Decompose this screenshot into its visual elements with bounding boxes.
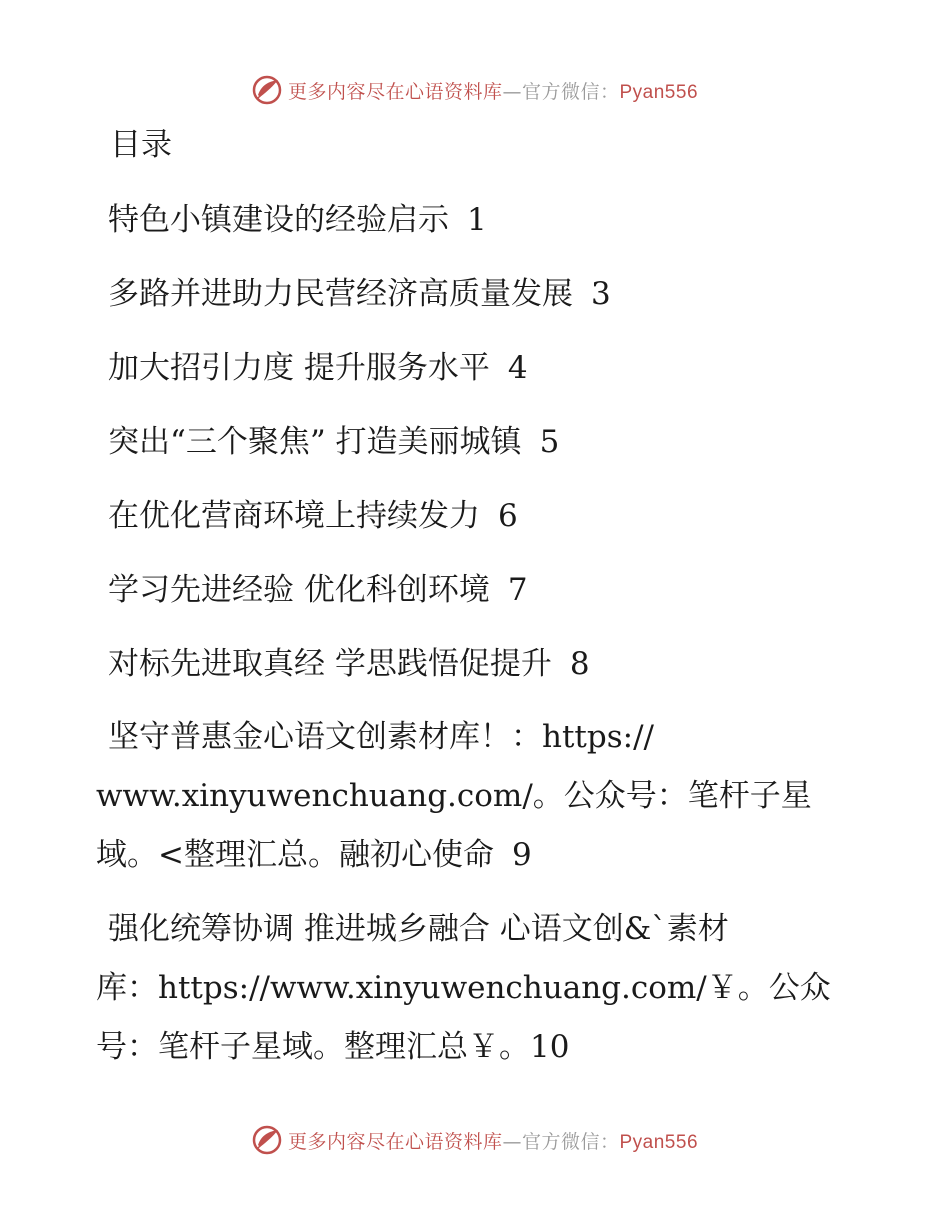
toc-entry[interactable] bbox=[108, 412, 559, 472]
toc-entry-page: 5 bbox=[539, 424, 560, 460]
toc-entry-text: 突出“三个聚焦” 打造美丽城镇 bbox=[108, 424, 522, 460]
toc-entry-line: 域。<整理汇总。融初心使命 bbox=[96, 837, 494, 873]
toc-entry-page: 8 bbox=[569, 646, 590, 682]
toc-entry-page: 7 bbox=[507, 572, 528, 608]
toc-entry-line: 坚守普惠金心语文创素材库！：https:// bbox=[108, 719, 654, 755]
banner-text bbox=[288, 1127, 698, 1154]
footer-banner bbox=[0, 1120, 950, 1160]
quill-logo-icon bbox=[252, 1125, 282, 1155]
toc-entry[interactable] bbox=[108, 486, 518, 546]
toc-entry-text: 多路并进助力民营经济高质量发展 bbox=[108, 276, 573, 312]
toc-entry-line-last bbox=[96, 826, 856, 885]
toc-entry[interactable] bbox=[108, 338, 528, 398]
toc-entry-line: www.xinyuwenchuang.com/。公众号：笔杆子星 bbox=[96, 778, 812, 814]
banner-text bbox=[288, 77, 698, 104]
toc-entry-text: 学习先进经验 优化科创环境 bbox=[108, 572, 490, 608]
toc-entry[interactable] bbox=[108, 634, 590, 694]
toc-entry-long[interactable] bbox=[96, 900, 856, 1077]
banner-brand: 更多内容尽在心语资料库 bbox=[287, 1130, 503, 1153]
toc-entry-page: 3 bbox=[591, 276, 611, 312]
toc-entry-page: 6 bbox=[498, 498, 518, 534]
toc-entry[interactable] bbox=[108, 190, 487, 250]
toc-entry-line: 号：笔杆子星域。整理汇总￥。10 bbox=[96, 1029, 570, 1065]
toc-entry[interactable] bbox=[108, 560, 528, 620]
toc-entry[interactable] bbox=[108, 264, 611, 324]
banner-wechat-id: Pyan556 bbox=[619, 1131, 699, 1153]
quill-logo-icon bbox=[252, 75, 282, 105]
banner-wechat-id: Pyan556 bbox=[619, 81, 699, 103]
toc-entry-page: 4 bbox=[507, 350, 528, 386]
toc-entry-text: 加大招引力度 提升服务水平 bbox=[108, 350, 490, 386]
banner-wechat-label: —官方微信： bbox=[502, 80, 620, 103]
banner-wechat-label: —官方微信： bbox=[502, 1130, 620, 1153]
toc-entry-page: 1 bbox=[467, 202, 487, 238]
toc-entry-long[interactable] bbox=[96, 708, 856, 885]
toc-entry-text: 对标先进取真经 学思践悟促提升 bbox=[108, 646, 552, 682]
toc-title: 目录 bbox=[110, 127, 172, 163]
header-banner bbox=[0, 70, 950, 110]
toc-entry-text: 在优化营商环境上持续发力 bbox=[108, 498, 480, 534]
banner-brand: 更多内容尽在心语资料库 bbox=[287, 80, 503, 103]
toc-entry-text: 特色小镇建设的经验启示 bbox=[108, 202, 449, 238]
toc-entry-line: 库：https://www.xinyuwenchuang.com/￥。公众 bbox=[96, 970, 831, 1006]
toc-entry-page: 9 bbox=[511, 837, 532, 873]
toc-entry-line: 强化统筹协调 推进城乡融合 心语文创&`素材 bbox=[108, 911, 729, 947]
